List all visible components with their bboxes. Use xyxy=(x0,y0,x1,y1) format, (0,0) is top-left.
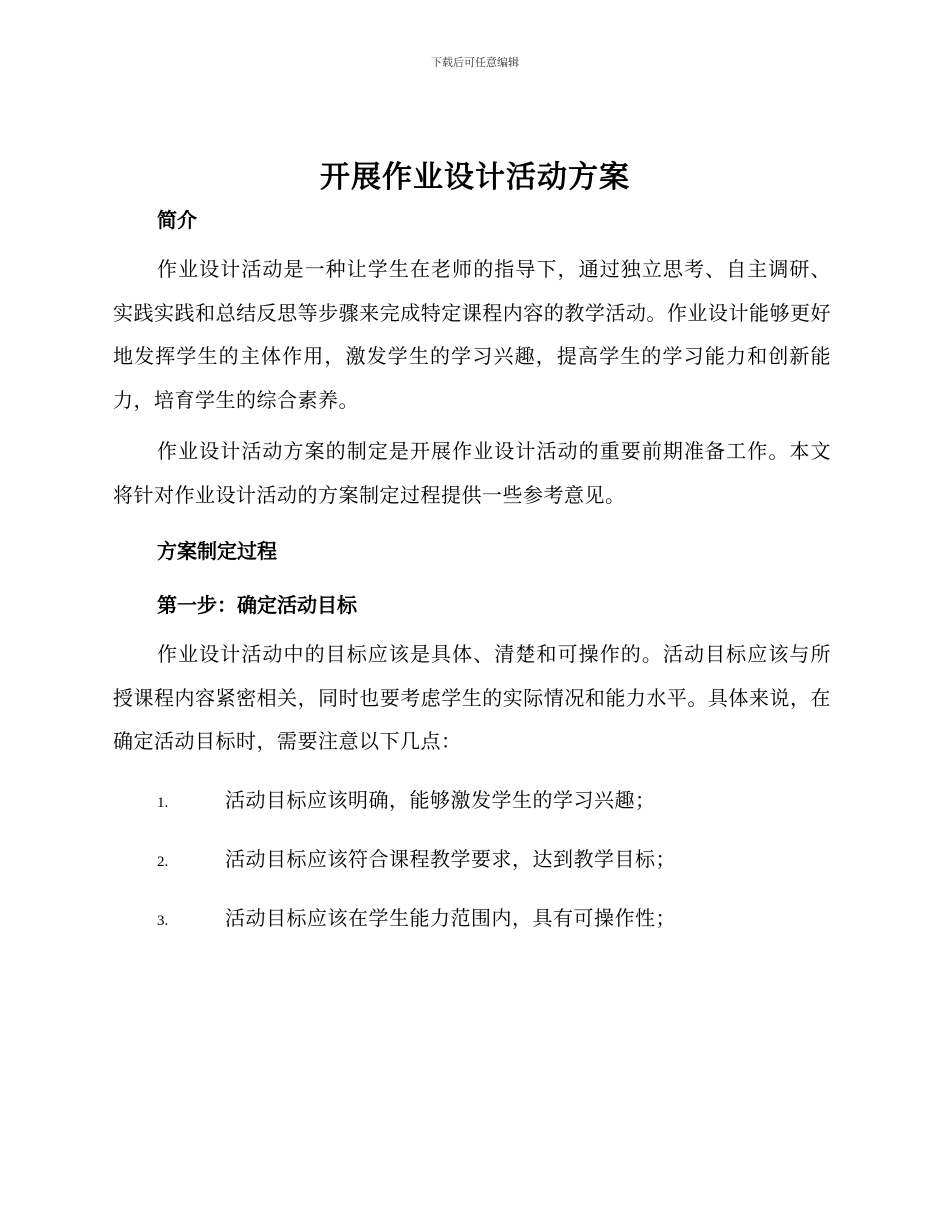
intro-heading: 简介 xyxy=(157,208,197,232)
step1-list xyxy=(113,772,831,949)
intro-paragraph-1: 作业设计活动是一种让学生在老师的指导下，通过独立思考、自主调研、实践实践和总结反思等步骤来完成特定课程内容的教学活动。作业设计能够更好地发挥学生的主体作用，激发学生的学习兴趣，提高学生的学习能力和创新能力，培育学生的综合素养。 xyxy=(113,257,831,412)
document-title: 开展作业设计活动方案 xyxy=(320,160,630,195)
list-item-number: 2. xyxy=(157,853,169,870)
list-item-text: 活动目标应该符合课程教学要求，达到教学目标； xyxy=(225,846,676,871)
list-item xyxy=(113,890,831,949)
process-heading: 方案制定过程 xyxy=(157,539,277,563)
list-item-text: 活动目标应该在学生能力范围内，具有可操作性； xyxy=(225,905,676,930)
list-item-text: 活动目标应该明确，能够激发学生的学习兴趣； xyxy=(225,787,656,812)
list-item xyxy=(113,772,831,831)
step1-paragraph: 作业设计活动中的目标应该是具体、清楚和可操作的。活动目标应该与所授课程内容紧密相关，同时也要考虑学生的实际情况和能力水平。具体来说，在确定活动目标时，需要注意以下几点： xyxy=(113,642,831,753)
header-note: 下载后可任意编辑 xyxy=(431,56,519,69)
step1-heading: 第一步：确定活动目标 xyxy=(157,593,357,617)
list-item-number: 3. xyxy=(157,912,169,929)
list-item-number: 1. xyxy=(157,794,169,811)
list-item xyxy=(113,831,831,890)
intro-paragraph-2: 作业设计活动方案的制定是开展作业设计活动的重要前期准备工作。本文将针对作业设计活动的方案制定过程提供一些参考意见。 xyxy=(113,439,831,507)
document-body xyxy=(113,200,831,949)
